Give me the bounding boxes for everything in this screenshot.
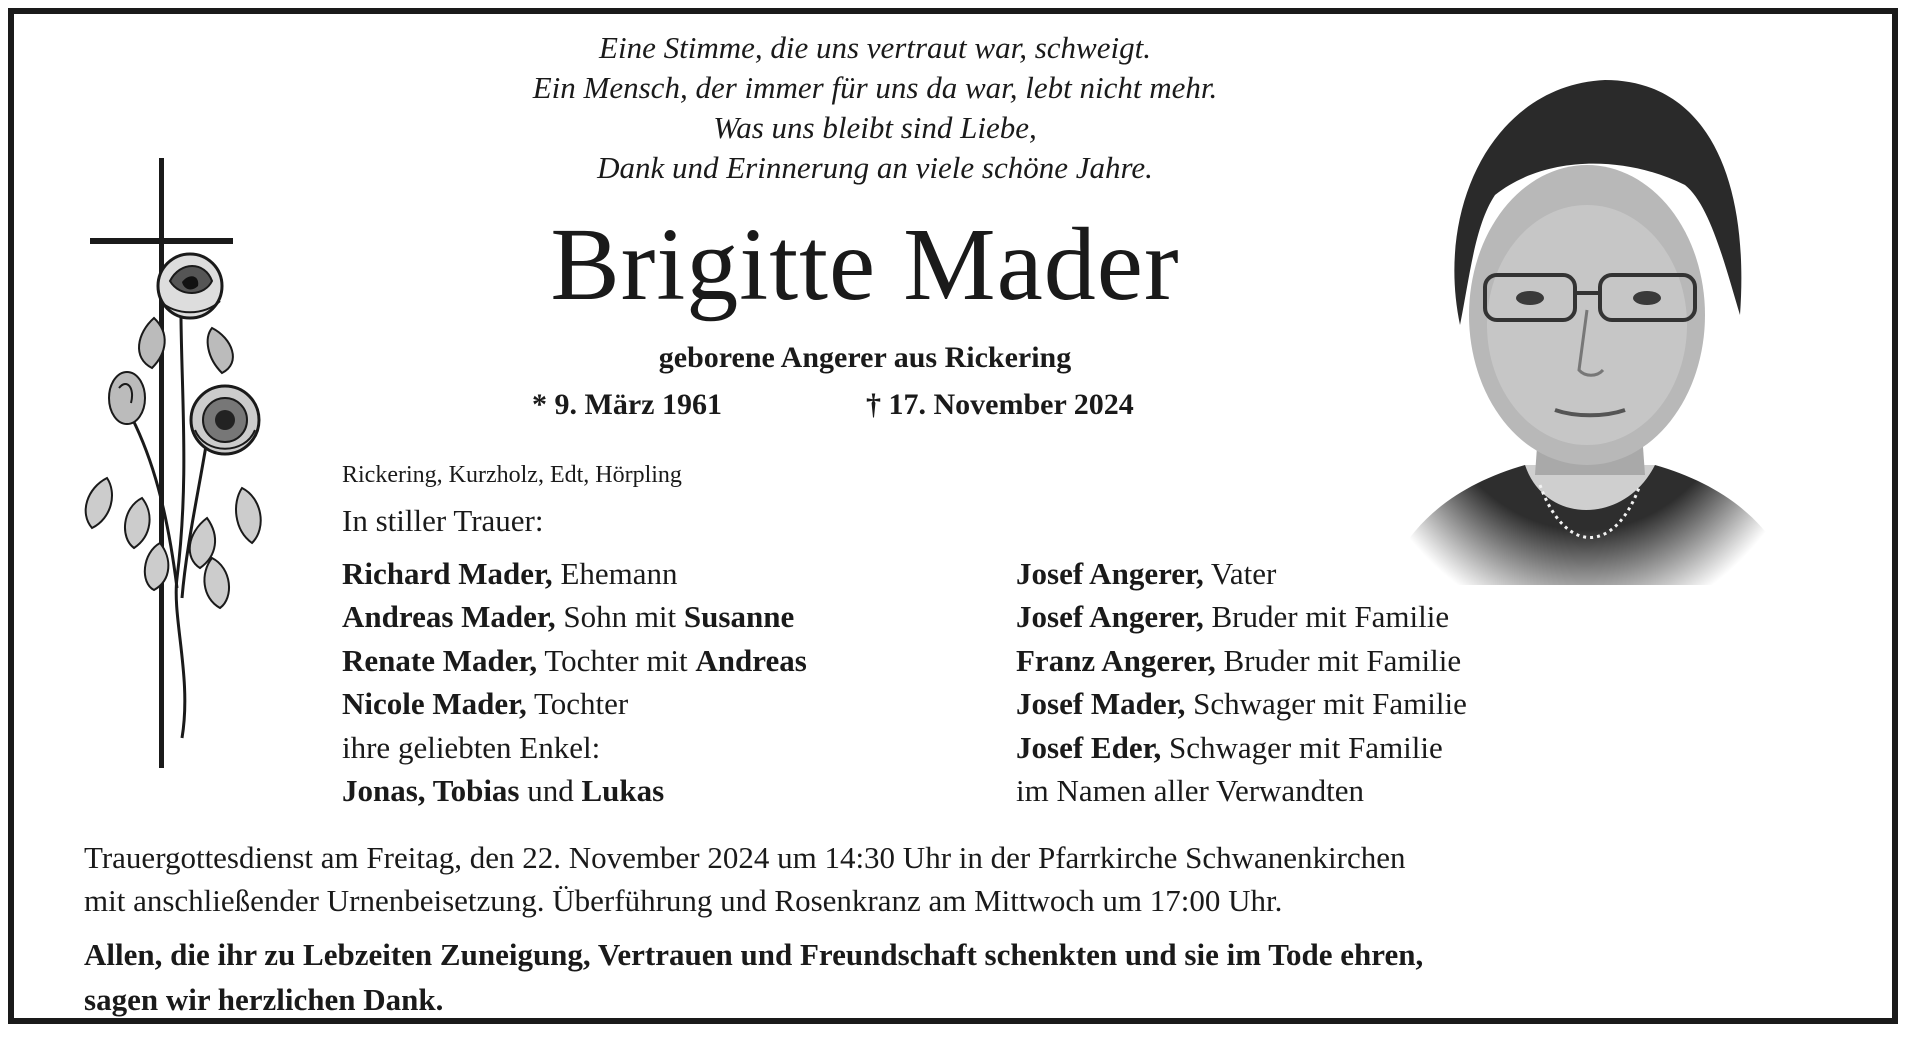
mourner-name: Josef Angerer, [1016, 599, 1204, 635]
mourner-line [342, 769, 807, 812]
service-line: Trauergottesdienst am Freitag, den 22. November 2024 um 14:30 Uhr in der Pfarrkirche Schwanenkirchen [84, 840, 1406, 875]
mourner-line [1016, 552, 1467, 595]
portrait-photo [1365, 25, 1805, 595]
mourner-relation: Schwager mit Familie [1185, 686, 1467, 722]
mourner-name2: Lukas [581, 773, 665, 809]
mourner-name: Renate Mader, [342, 642, 538, 678]
mourner-relation: Sohn mit [555, 599, 684, 635]
mourners-right [1016, 552, 1467, 812]
mourner-name2: Andreas [695, 642, 807, 678]
mourner-relation: und [519, 773, 582, 809]
mourner-name2: Susanne [683, 599, 795, 635]
mourner-relation: Tochter [526, 686, 629, 722]
mourner-name: Andreas Mader, [342, 599, 556, 635]
birthname-line: geborene Angerer aus Rickering [658, 341, 1072, 374]
mourner-relation: Bruder mit Familie [1203, 599, 1450, 635]
mourner-name: Josef Angerer, [1016, 556, 1204, 591]
thanks-note [84, 932, 1423, 1022]
mourner-line [342, 595, 807, 638]
mourner-relation: ihre geliebten Enkel: [342, 729, 601, 765]
poem-line: Dank und Erinnerung an viele schöne Jahre. [597, 150, 1153, 185]
service-line: mit anschließender Urnenbeisetzung. Überführung und Rosenkranz am Mittwoch um 17:00 Uhr. [84, 883, 1283, 918]
mourner-relation: Vater [1203, 556, 1277, 591]
mourner-relation: im Namen aller Verwandten [1016, 773, 1365, 809]
mourner-relation: Schwager mit Familie [1161, 729, 1443, 765]
mourner-line [342, 726, 807, 769]
cross-with-roses-icon [82, 158, 282, 768]
poem-line: Eine Stimme, die uns vertraut war, schweigt. [599, 30, 1151, 65]
mourner-line [1016, 726, 1467, 769]
mourners-left [342, 552, 807, 812]
mourner-relation: Tochter mit [537, 642, 696, 678]
mourner-name: Josef Eder, [1016, 729, 1162, 765]
mourning-heading: In stiller Trauer: [342, 503, 544, 538]
mourner-name: Franz Angerer, [1016, 642, 1216, 678]
places: Rickering, Kurzholz, Edt, Hörpling [342, 462, 682, 488]
mourner-name: Josef Mader, [1016, 686, 1186, 722]
deceased-name: Brigitte Mader [550, 207, 1180, 322]
service-info [84, 836, 1406, 922]
mourner-line [342, 552, 807, 595]
thanks-line: Allen, die ihr zu Lebzeiten Zuneigung, Vertrauen und Freundschaft schenkten und sie im Tode ehren, [84, 937, 1424, 972]
mourner-relation: Ehemann [552, 556, 678, 591]
mourner-name: Nicole Mader, [342, 686, 527, 722]
death-date: † 17. November 2024 [866, 388, 1134, 421]
thanks-line: sagen wir herzlichen Dank. [84, 982, 444, 1017]
mourner-name: Richard Mader, [342, 556, 553, 591]
poem-line: Was uns bleibt sind Liebe, [713, 110, 1037, 145]
mourner-line [1016, 639, 1467, 682]
mourner-line [342, 682, 807, 725]
birth-date: * 9. März 1961 [532, 388, 722, 421]
mourner-line [1016, 595, 1467, 638]
mourner-relation: Bruder mit Familie [1215, 642, 1462, 678]
poem [330, 28, 1420, 188]
mourner-line [342, 639, 807, 682]
mourner-name: Jonas, Tobias [342, 773, 520, 809]
mourner-line [1016, 682, 1467, 725]
mourner-line [1016, 769, 1467, 812]
poem-line: Ein Mensch, der immer für uns da war, lebt nicht mehr. [532, 70, 1218, 105]
